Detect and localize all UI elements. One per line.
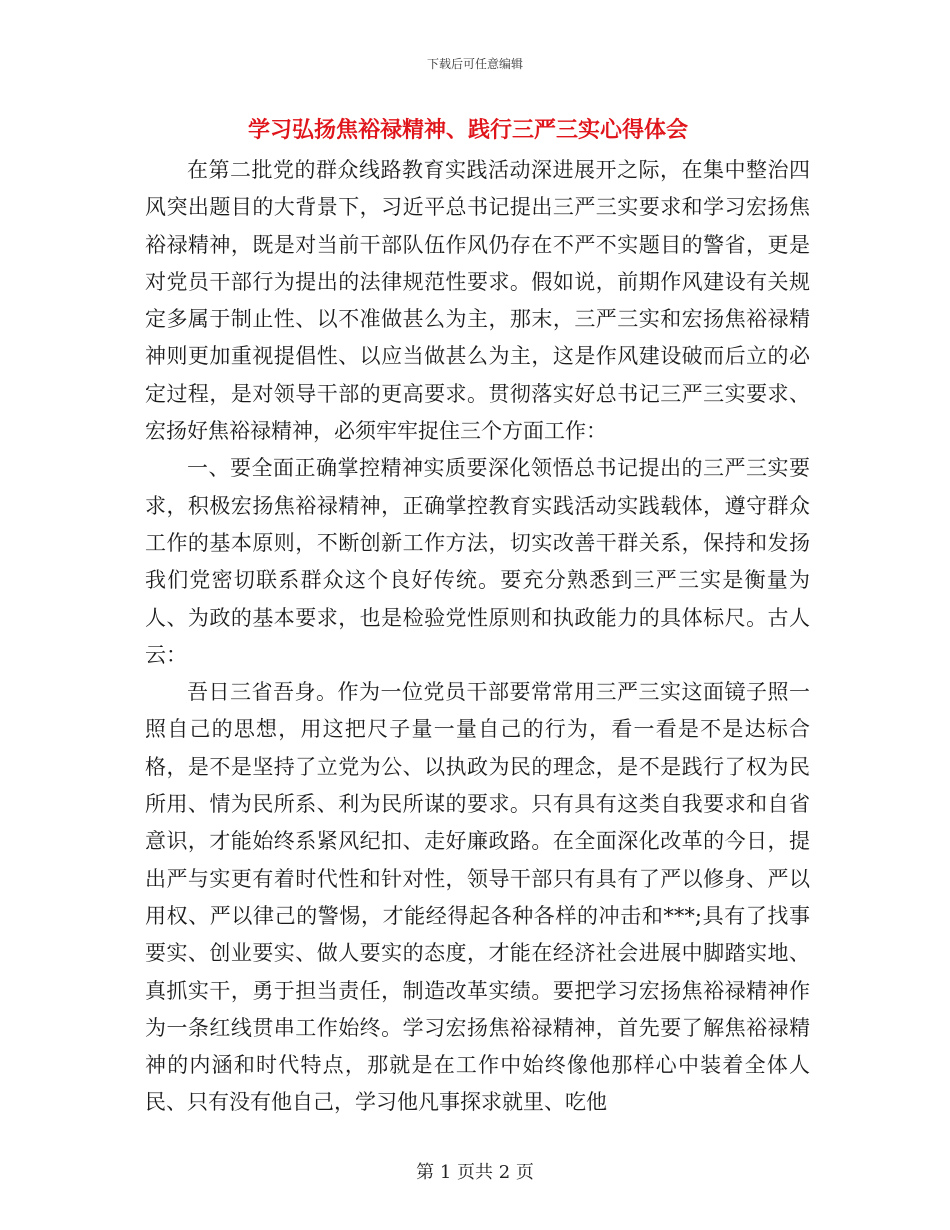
document-title: 学习弘扬焦裕禄精神、践行三严三实心得体会 xyxy=(248,117,689,143)
paragraph-1: 在第二批党的群众线路教育实践活动深进展开之际，在集中整治四风突出题目的大背景下，习近平总书记提出三严三实要求和学习宏扬焦裕禄精神，既是对当前干部队伍作风仍存在不严不实题目的警省，更是对党员干部行为提出的法律规范性要求。假如说，前期作风建设有关规定多属于制止性、以不准做甚么为主，那末，三严三实和宏扬焦裕禄精神则更加重视提倡性、以应当做甚么为主，这是作风建设破而后立的必定过程，是对领导干部的更高要求。贯彻落实好总书记三严三实要求、宏扬好焦裕禄精神，必须牢牢捉住三个方面工作： xyxy=(145,158,810,444)
paragraph-3: 吾日三省吾身。作为一位党员干部要常常用三严三实这面镜子照一照自己的思想，用这把尺子量一量自己的行为，看一看是不是达标合格，是不是坚持了立党为公、以执政为民的理念，是不是践行了权为民所用、情为民所系、利为民所谋的要求。只有具有这类自我要求和自省意识，才能始终系紧风纪扣、走好廉政路。在全面深化改革的今日，提出严与实更有着时代性和针对性，领导干部只有具有了严以修身、严以用权、严以律己的警惕，才能经得起各种各样的冲击和***;具有了找事要实、创业要实、做人要实的态度，才能在经济社会进展中脚踏实地、真抓实干，勇于担当责任，制造改革实绩。要把学习宏扬焦裕禄精神作为一条红线贯串工作始终。学习宏扬焦裕禄精神，首先要了解焦裕禄精神的内涵和时代特点，那就是在工作中始终像他那样心中装着全体人民、只有没有他自己，学习他凡事探求就里、吃他 xyxy=(145,680,810,1115)
page-header-note: 下载后可任意编辑 xyxy=(426,57,523,71)
document-body xyxy=(145,152,810,1122)
page-number-footer: 第 1 页共 2 页 xyxy=(416,1162,534,1183)
paragraph-2: 一、要全面正确掌控精神实质要深化领悟总书记提出的三严三实要求，积极宏扬焦裕禄精神，正确掌控教育实践活动实践载体，遵守群众工作的基本原则，不断创新工作方法，切实改善干群关系，保持和发扬我们党密切联系群众这个良好传统。要充分熟悉到三严三实是衡量为人、为政的基本要求，也是检验党性原则和执政能力的具体标尺。古人云： xyxy=(145,456,810,667)
